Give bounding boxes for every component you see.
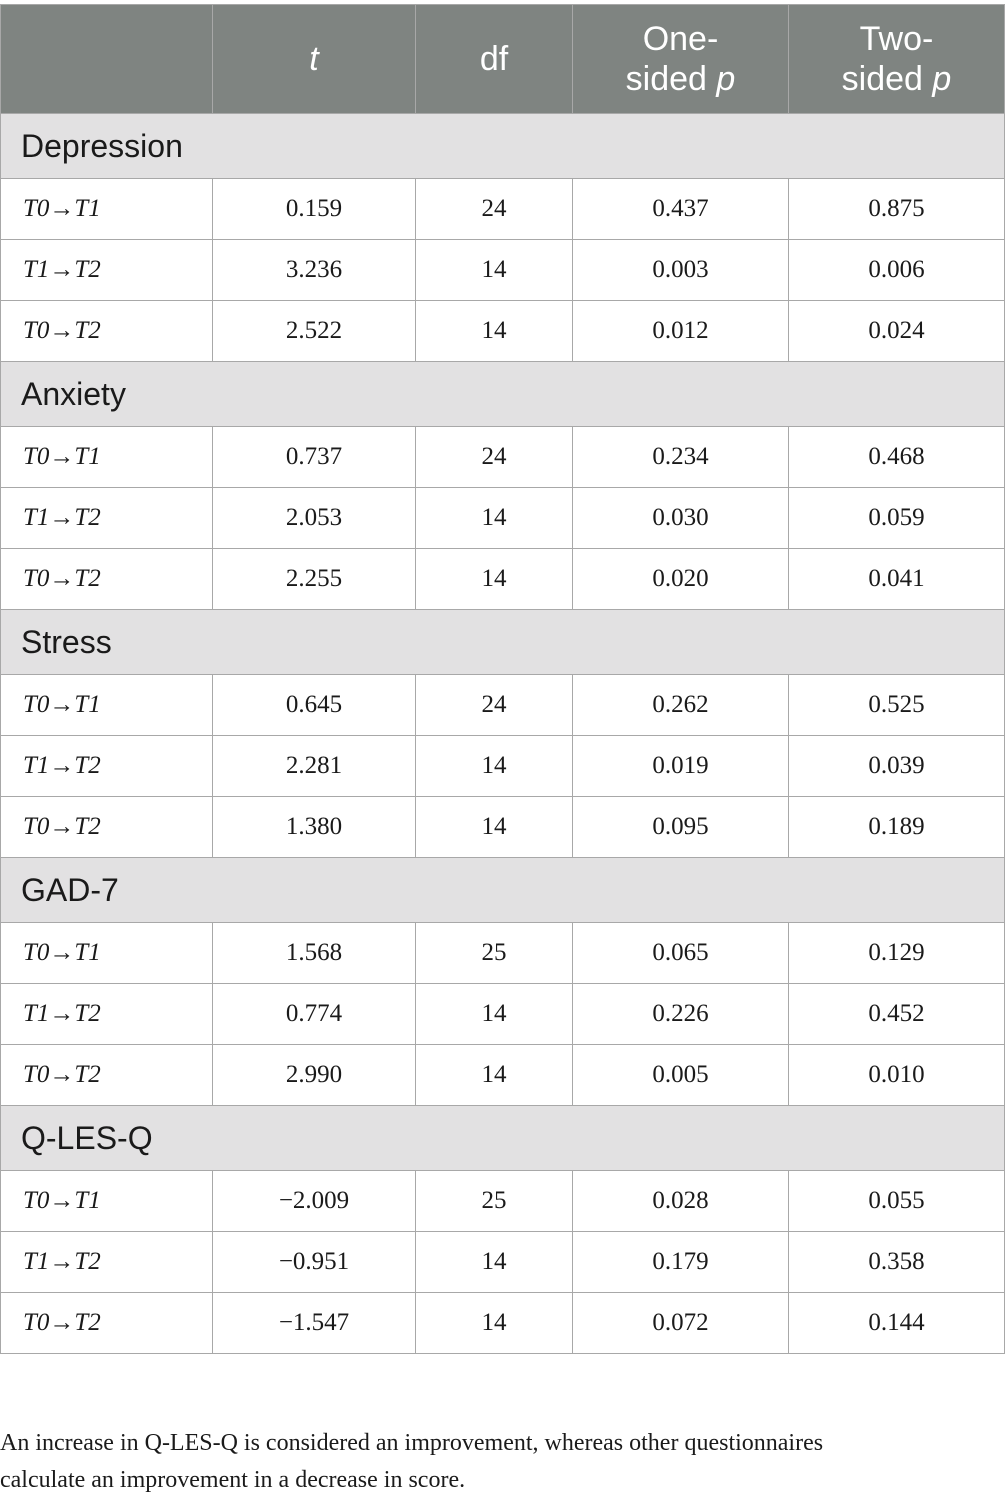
comparison-cell: T1→T2 bbox=[1, 736, 213, 797]
table-row bbox=[1, 1045, 1005, 1106]
header-t-label: t bbox=[309, 40, 319, 78]
comparison-cell: T0→T2 bbox=[1, 301, 213, 362]
group-row-q-les-q bbox=[1, 1106, 1005, 1171]
table-row bbox=[1, 675, 1005, 736]
comparison-cell: T1→T2 bbox=[1, 1232, 213, 1293]
two-sided-p-cell: 0.144 bbox=[789, 1293, 1005, 1354]
df-cell: 24 bbox=[416, 427, 573, 488]
one-sided-p-cell: 0.020 bbox=[573, 549, 789, 610]
two-sided-p-cell: 0.358 bbox=[789, 1232, 1005, 1293]
table-row bbox=[1, 1293, 1005, 1354]
group-row-depression bbox=[1, 114, 1005, 179]
two-sided-p-cell: 0.041 bbox=[789, 549, 1005, 610]
comparison-cell: T0→T1 bbox=[1, 923, 213, 984]
table-row bbox=[1, 179, 1005, 240]
one-sided-p-cell: 0.005 bbox=[573, 1045, 789, 1106]
comparison-cell: T0→T2 bbox=[1, 1293, 213, 1354]
df-cell: 14 bbox=[416, 1045, 573, 1106]
df-cell: 14 bbox=[416, 1293, 573, 1354]
results-table bbox=[0, 4, 1005, 1354]
header-one-sided-p bbox=[573, 5, 789, 114]
two-sided-p-cell: 0.006 bbox=[789, 240, 1005, 301]
one-sided-p-cell: 0.095 bbox=[573, 797, 789, 858]
comparison-cell: T1→T2 bbox=[1, 488, 213, 549]
two-sided-p-cell: 0.189 bbox=[789, 797, 1005, 858]
one-sided-p-cell: 0.019 bbox=[573, 736, 789, 797]
df-cell: 14 bbox=[416, 984, 573, 1045]
header-two-sided-p-symbol: p bbox=[932, 60, 952, 98]
df-cell: 14 bbox=[416, 549, 573, 610]
group-row-stress bbox=[1, 610, 1005, 675]
header-two-sided-p bbox=[789, 5, 1005, 114]
comparison-cell: T0→T2 bbox=[1, 549, 213, 610]
table-row bbox=[1, 427, 1005, 488]
t-cell: 0.737 bbox=[213, 427, 416, 488]
header-one-sided-line1: One- bbox=[642, 20, 719, 58]
table-footnote bbox=[0, 1425, 1000, 1499]
df-cell: 24 bbox=[416, 179, 573, 240]
two-sided-p-cell: 0.875 bbox=[789, 179, 1005, 240]
header-row bbox=[1, 5, 1005, 114]
comparison-cell: T0→T1 bbox=[1, 179, 213, 240]
comparison-cell: T1→T2 bbox=[1, 240, 213, 301]
one-sided-p-cell: 0.072 bbox=[573, 1293, 789, 1354]
header-one-sided-p-symbol: p bbox=[716, 60, 736, 98]
header-t bbox=[213, 5, 416, 114]
group-label: Depression bbox=[1, 114, 1005, 179]
table-body bbox=[1, 114, 1005, 1354]
df-cell: 14 bbox=[416, 736, 573, 797]
df-cell: 14 bbox=[416, 797, 573, 858]
table-row bbox=[1, 301, 1005, 362]
t-cell: 2.281 bbox=[213, 736, 416, 797]
comparison-cell: T0→T1 bbox=[1, 1171, 213, 1232]
one-sided-p-cell: 0.028 bbox=[573, 1171, 789, 1232]
two-sided-p-cell: 0.055 bbox=[789, 1171, 1005, 1232]
table-row bbox=[1, 1171, 1005, 1232]
df-cell: 24 bbox=[416, 675, 573, 736]
header-one-sided-line2: sided bbox=[625, 60, 707, 98]
two-sided-p-cell: 0.010 bbox=[789, 1045, 1005, 1106]
table-row bbox=[1, 984, 1005, 1045]
group-label: GAD-7 bbox=[1, 858, 1005, 923]
two-sided-p-cell: 0.059 bbox=[789, 488, 1005, 549]
table-row bbox=[1, 549, 1005, 610]
comparison-cell: T0→T1 bbox=[1, 427, 213, 488]
t-cell: 2.053 bbox=[213, 488, 416, 549]
footnote-line-1: An increase in Q-LES-Q is considered an improvement, whereas other questionnaires bbox=[0, 1430, 824, 1456]
comparison-cell: T0→T1 bbox=[1, 675, 213, 736]
two-sided-p-cell: 0.468 bbox=[789, 427, 1005, 488]
header-df: df bbox=[416, 5, 573, 114]
t-cell: 0.645 bbox=[213, 675, 416, 736]
comparison-cell: T1→T2 bbox=[1, 984, 213, 1045]
comparison-cell: T0→T2 bbox=[1, 1045, 213, 1106]
one-sided-p-cell: 0.262 bbox=[573, 675, 789, 736]
df-cell: 14 bbox=[416, 301, 573, 362]
table-header bbox=[1, 5, 1005, 114]
group-label: Q-LES-Q bbox=[1, 1106, 1005, 1171]
footnote-line-2: calculate an improvement in a decrease in score. bbox=[0, 1467, 466, 1493]
t-cell: 3.236 bbox=[213, 240, 416, 301]
t-cell: 1.568 bbox=[213, 923, 416, 984]
two-sided-p-cell: 0.129 bbox=[789, 923, 1005, 984]
two-sided-p-cell: 0.039 bbox=[789, 736, 1005, 797]
df-cell: 25 bbox=[416, 1171, 573, 1232]
t-cell: 2.255 bbox=[213, 549, 416, 610]
header-two-sided-line1: Two- bbox=[859, 20, 934, 58]
t-cell: −1.547 bbox=[213, 1293, 416, 1354]
t-cell: −0.951 bbox=[213, 1232, 416, 1293]
two-sided-p-cell: 0.024 bbox=[789, 301, 1005, 362]
df-cell: 14 bbox=[416, 488, 573, 549]
t-cell: 1.380 bbox=[213, 797, 416, 858]
one-sided-p-cell: 0.065 bbox=[573, 923, 789, 984]
two-sided-p-cell: 0.525 bbox=[789, 675, 1005, 736]
t-cell: 2.990 bbox=[213, 1045, 416, 1106]
table-row bbox=[1, 1232, 1005, 1293]
one-sided-p-cell: 0.003 bbox=[573, 240, 789, 301]
df-cell: 25 bbox=[416, 923, 573, 984]
header-row-label bbox=[1, 5, 213, 114]
one-sided-p-cell: 0.179 bbox=[573, 1232, 789, 1293]
table-row bbox=[1, 240, 1005, 301]
header-two-sided-line2: sided bbox=[841, 60, 923, 98]
df-cell: 14 bbox=[416, 1232, 573, 1293]
one-sided-p-cell: 0.030 bbox=[573, 488, 789, 549]
group-row-anxiety bbox=[1, 362, 1005, 427]
one-sided-p-cell: 0.226 bbox=[573, 984, 789, 1045]
comparison-cell: T0→T2 bbox=[1, 797, 213, 858]
t-cell: −2.009 bbox=[213, 1171, 416, 1232]
group-label: Anxiety bbox=[1, 362, 1005, 427]
t-cell: 2.522 bbox=[213, 301, 416, 362]
table-row bbox=[1, 797, 1005, 858]
df-cell: 14 bbox=[416, 240, 573, 301]
t-cell: 0.774 bbox=[213, 984, 416, 1045]
table-row bbox=[1, 488, 1005, 549]
two-sided-p-cell: 0.452 bbox=[789, 984, 1005, 1045]
group-label: Stress bbox=[1, 610, 1005, 675]
group-row-gad-7 bbox=[1, 858, 1005, 923]
table-row bbox=[1, 923, 1005, 984]
one-sided-p-cell: 0.437 bbox=[573, 179, 789, 240]
one-sided-p-cell: 0.234 bbox=[573, 427, 789, 488]
table-row bbox=[1, 736, 1005, 797]
t-cell: 0.159 bbox=[213, 179, 416, 240]
one-sided-p-cell: 0.012 bbox=[573, 301, 789, 362]
